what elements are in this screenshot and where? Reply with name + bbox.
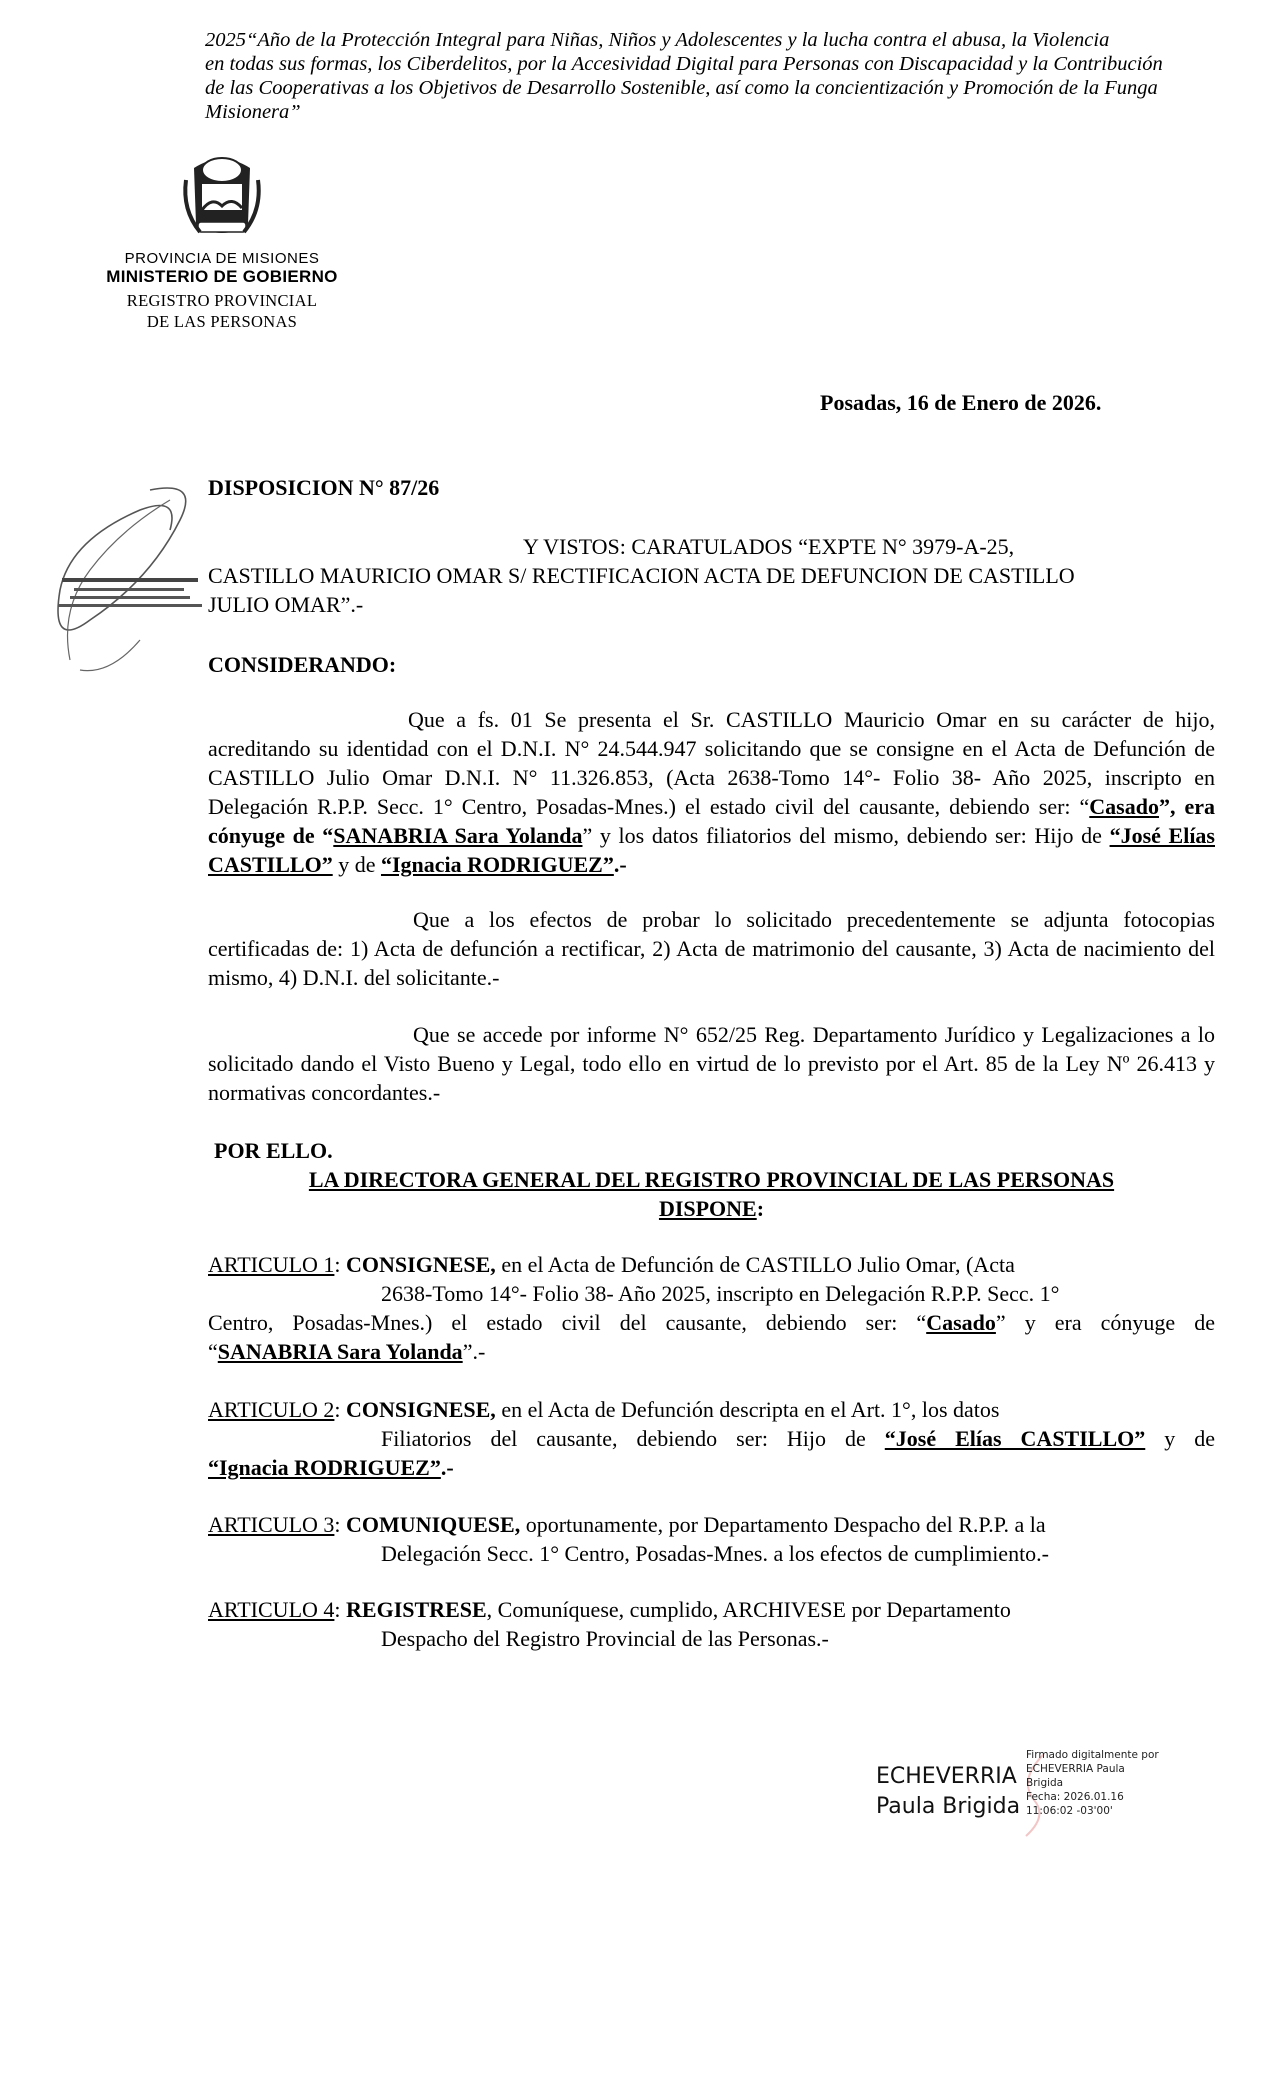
- article-text: ”.-: [462, 1339, 486, 1364]
- digital-signature: [876, 1748, 1206, 1848]
- signer-name-line-1: ECHEVERRIA: [876, 1764, 1017, 1789]
- article-1: ARTICULO 1: CONSIGNESE, en el Acta de Defunción de CASTILLO Julio Omar, (Acta 2638-Tomo 14°- Folio 38- Año 2025, inscripto en Delegación R.P.P. Secc. 1° Centro, Posadas-Mnes.) el estado civil del causante, debiendo ser: “Casado” y era cónyuge de “SANABRIA Sara Yolanda”.-: [208, 1252, 1215, 1364]
- handwritten-signature-icon: [30, 470, 210, 690]
- directora-heading: LA DIRECTORA GENERAL DEL REGISTRO PROVINCIAL DE LAS PERSONAS DISPONE:: [208, 1165, 1215, 1223]
- article-text: “: [208, 1339, 218, 1364]
- vistos-line-1: Y VISTOS: CARATULADOS “EXPTE N° 3979-A-25,: [523, 534, 1015, 559]
- article-verb: CONSIGNESE,: [346, 1397, 496, 1422]
- article-text: oportunamente, por Departamento Despacho del R.P.P. a la: [520, 1512, 1046, 1537]
- article-verb: REGISTRESE: [346, 1597, 487, 1622]
- article-text: Centro, Posadas-Mnes.) el estado civil del causante, debiendo ser: “: [208, 1310, 927, 1335]
- por-ello-heading: POR ELLO.: [214, 1138, 333, 1163]
- motto-line: Misionera”: [205, 101, 301, 123]
- article-4: ARTICULO 4: REGISTRESE, Comuníquese, cumplido, ARCHIVESE por Departamento Despacho del Registro Provincial de las Personas.-: [208, 1597, 1011, 1651]
- article-text: en el Acta de Defunción descripta en el Art. 1°, los datos: [495, 1397, 1000, 1422]
- article-label: ARTICULO 2: [208, 1397, 335, 1422]
- paragraph-text: y de: [332, 852, 381, 877]
- estado-civil: Casado: [926, 1310, 996, 1335]
- paragraph-text: Que a fs. 01 Se presenta el Sr. CASTILLO Mauricio Omar en su carácter de hijo, acreditando su identidad con el D.N.I. N° 24.544.947 solicitando que se consigne en el Acta de Defunción de CASTILLO Julio Omar D.N.I. N° 11.326.853, (Acta 2638-Tomo 14°- Folio 38- Año 2025, inscripto en Delegación R.P.P. Secc. 1° Centro, Posadas-Mnes.) el estado civil del causante, debiendo ser: “: [208, 707, 1215, 819]
- article-label: ARTICULO 1: [208, 1252, 335, 1277]
- registry-line-1: REGISTRO PROVINCIAL: [126, 291, 318, 310]
- mother-name: “Ignacia RODRIGUEZ”: [380, 852, 614, 877]
- paragraph-text: ” y los datos filiatorios del mismo, debiendo ser: Hijo de: [582, 823, 1110, 848]
- motto-line: 2025“Año de la Protección Integral para Niñas, Niños y Adolescentes y la lucha contra el abusa, la Violencia: [205, 29, 1110, 51]
- province-name: PROVINCIA DE MISIONES: [124, 250, 320, 267]
- article-text: 2638-Tomo 14°- Folio 38- Año 2025, inscripto en Delegación R.P.P. Secc. 1°: [381, 1281, 1060, 1306]
- article-text: Despacho del Registro Provincial de las Personas.-: [381, 1626, 829, 1651]
- article-2: ARTICULO 2: CONSIGNESE, en el Acta de Defunción descripta en el Art. 1°, los datos Filiatorios del causante, debiendo ser: Hijo de “José Elías CASTILLO” y de “Ignacia RODRIGUEZ”.-: [208, 1397, 1216, 1480]
- province-coat-of-arms-icon: [172, 150, 272, 246]
- paragraph-text: Que a los efectos de probar lo solicitado precedentemente se adjunta fotocopias certificadas de: 1) Acta de defunción a rectificar, 2) Acta de matrimonio del causante, 3) Acta de nacimiento del mismo, 4) D.N.I. del solicitante.-: [208, 907, 1215, 990]
- signature-note-line: Fecha: 2026.01.16: [1026, 1791, 1124, 1803]
- vistos-line-2: CASTILLO MAURICIO OMAR S/ RECTIFICACION ACTA DE DEFUNCION DE CASTILLO: [208, 563, 1075, 588]
- article-label: ARTICULO 3: [208, 1512, 335, 1537]
- article-text: y de: [1145, 1426, 1216, 1451]
- signature-note-line: Brigida: [1026, 1777, 1064, 1789]
- signer-name: [876, 1762, 1020, 1822]
- article-label: ARTICULO 4: [208, 1597, 335, 1622]
- paragraph-text: .-: [613, 852, 627, 877]
- article-text: .-: [440, 1455, 454, 1480]
- registry-line-2: DE LAS PERSONAS: [146, 312, 298, 331]
- father-name: “José Elías CASTILLO”: [884, 1426, 1146, 1451]
- signature-note-line: 11:06:02 -03'00': [1026, 1805, 1113, 1817]
- signature-note-line: Firmado digitalmente por: [1026, 1749, 1159, 1761]
- registry-name: [92, 290, 352, 332]
- signature-details: [1026, 1748, 1206, 1818]
- motto-line: de las Cooperativas a los Objetivos de Desarrollo Sostenible, así como la concientización y Promoción de la Funga: [205, 77, 1158, 99]
- considerando-paragraph-2: [208, 905, 1215, 992]
- paragraph-text: ”, era cónyuge de “: [208, 794, 1215, 848]
- signature-note-line: ECHEVERRIA Paula: [1026, 1763, 1125, 1775]
- considerando-paragraph-1: [208, 705, 1215, 879]
- estado-civil: Casado: [1089, 794, 1159, 819]
- considerando-heading: CONSIDERANDO:: [208, 652, 397, 677]
- motto-line: en todas sus formas, los Ciberdelitos, por la Accesividad Digital para Personas con Discapacidad y la Contribución: [205, 53, 1163, 75]
- dispone-word: DISPONE: [658, 1196, 757, 1221]
- article-text: ” y era cónyuge de: [995, 1310, 1215, 1335]
- motto-header: [205, 28, 1205, 124]
- article-verb: CONSIGNESE,: [346, 1252, 496, 1277]
- vistos-line-3: JULIO OMAR”.-: [208, 592, 364, 617]
- document-date: Posadas, 16 de Enero de 2026.: [820, 390, 1102, 415]
- ministry-logo: [92, 150, 352, 287]
- paragraph-text: Que se accede por informe N° 652/25 Reg. Departamento Jurídico y Legalizaciones a lo solicitado dando el Visto Bueno y Legal, todo ello en virtud de lo previsto por el Art. 85 de la Ley Nº 26.413 y normativas concordantes.-: [208, 1022, 1215, 1105]
- article-text: Delegación Secc. 1° Centro, Posadas-Mnes. a los efectos de cumplimiento.-: [381, 1541, 1050, 1566]
- article-3: ARTICULO 3: COMUNIQUESE, oportunamente, por Departamento Despacho del R.P.P. a la Delegación Secc. 1° Centro, Posadas-Mnes. a los efectos de cumplimiento.-: [208, 1512, 1050, 1566]
- legal-advisor-signature: [30, 470, 210, 695]
- article-verb: COMUNIQUESE,: [346, 1512, 521, 1537]
- article-text: , Comuníquese, cumplido, ARCHIVESE por Departamento: [486, 1597, 1011, 1622]
- considerando-paragraph-3: [208, 1020, 1215, 1107]
- spouse-name: SANABRIA Sara Yolanda: [217, 1339, 463, 1364]
- father-name: “José Elías CASTILLO”: [208, 823, 1215, 877]
- signer-name-line-2: Paula Brigida: [876, 1794, 1021, 1819]
- ministry-name: MINISTERIO DE GOBIERNO: [106, 267, 338, 286]
- article-text: en el Acta de Defunción de CASTILLO Julio Omar, (Acta: [495, 1252, 1015, 1277]
- directora-line: LA DIRECTORA GENERAL DEL REGISTRO PROVINCIAL DE LAS PERSONAS: [308, 1167, 1115, 1192]
- mother-name: “Ignacia RODRIGUEZ”: [208, 1455, 441, 1480]
- disposition-title: DISPOSICION N° 87/26: [208, 475, 440, 500]
- vistos-paragraph: [208, 532, 1215, 619]
- article-text: Filiatorios del causante, debiendo ser: Hijo de: [381, 1426, 885, 1451]
- spouse-name: SANABRIA Sara Yolanda: [333, 823, 583, 848]
